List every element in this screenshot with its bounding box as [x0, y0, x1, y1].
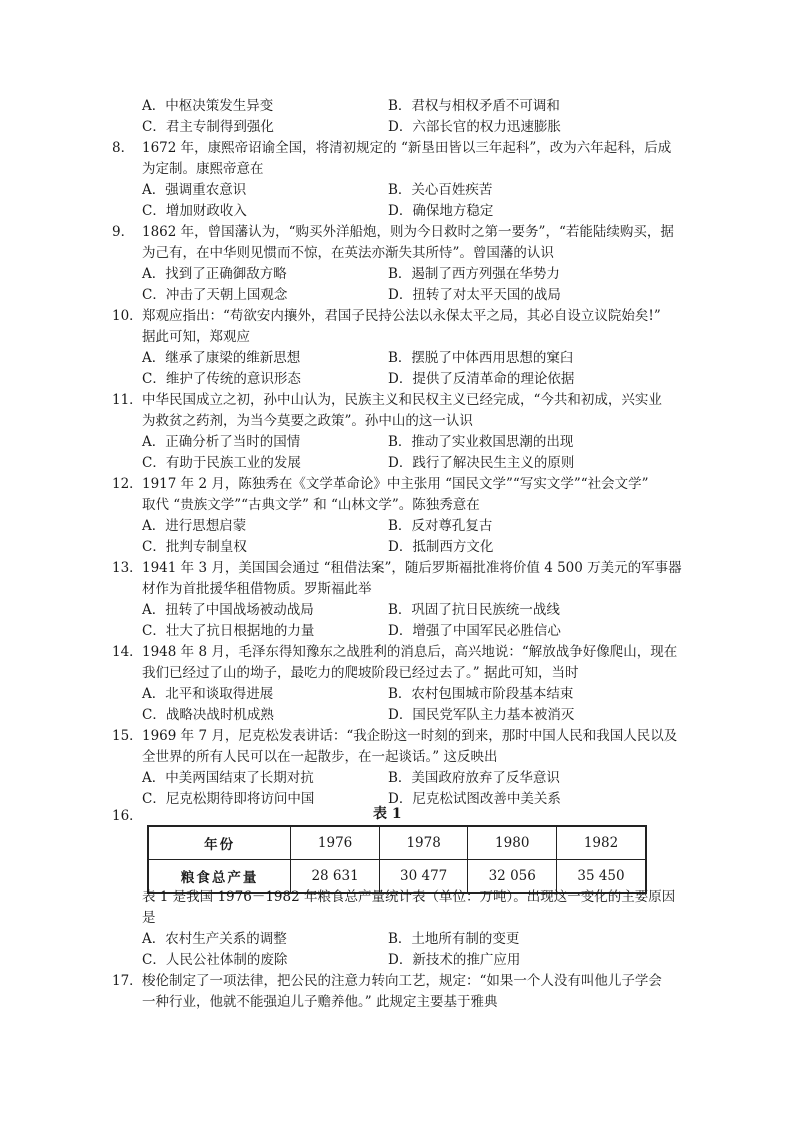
q12-option-d[interactable]: D．抵制西方文化	[388, 539, 494, 555]
q9-stem-line1: 1862 年，曾国藩认为，“购买外洋船炮，则为今日救时之第一要务”，“若能陆续购买，据	[142, 224, 674, 240]
q8-number: 8．	[112, 140, 135, 156]
q9-option-c[interactable]: C．冲击了天朝上国观念	[142, 287, 288, 303]
q11-stem-line2: 为救贫之药剂，为当今莫要之政策”。孙中山的这一认识	[142, 413, 473, 429]
table-header-cell: 1976	[291, 826, 380, 860]
q14-number: 14．	[112, 644, 143, 660]
q11-number: 11．	[112, 392, 143, 408]
q17-number: 17．	[112, 973, 143, 989]
q8-stem-line2: 为定制。康熙帝意在	[142, 161, 264, 177]
q9-option-a[interactable]: A．找到了正确御敌方略	[142, 266, 287, 282]
q17-stem-line1: 梭伦制定了一项法律，把公民的注意力转向工艺，规定：“如果一个人没有叫他儿子学会	[142, 973, 662, 989]
q8-option-c[interactable]: C．增加财政收入	[142, 203, 247, 219]
q16-option-b[interactable]: B．土地所有制的变更	[388, 931, 520, 947]
q14-option-c[interactable]: C．战略决战时机成熟	[142, 707, 274, 723]
q10-option-d[interactable]: D．提供了反清革命的理论依据	[388, 371, 575, 387]
table-header-cell: 1980	[468, 826, 557, 860]
q15-option-a[interactable]: A．中美两国结束了长期对抗	[142, 770, 314, 786]
q14-option-a[interactable]: A．北平和谈取得进展	[142, 686, 274, 702]
q7-option-d[interactable]: D．六部长官的权力迅速膨胀	[388, 119, 561, 135]
q16-option-d[interactable]: D．新技术的推广应用	[388, 952, 521, 968]
q17-stem-line2: 一种行业，他就不能强迫儿子赡养他。” 此规定主要基于雅典	[142, 994, 498, 1010]
q12-option-b[interactable]: B．反对尊孔复古	[388, 518, 493, 534]
q13-stem-line1: 1941 年 3 月，美国国会通过 “租借法案”，随后罗斯福批准将价值 4 500 万美元的军事器	[142, 560, 682, 576]
q15-stem-line2: 全世界的所有人民可以在一起散步，在一起谈话。” 这反映出	[142, 749, 498, 765]
q8-stem-line1: 1672 年，康熙帝诏谕全国，将清初规定的 “新垦田皆以三年起科”，改为六年起科，后成	[142, 140, 672, 156]
q10-stem-line2: 据此可知，郑观应	[142, 329, 250, 345]
q16-number: 16．	[112, 808, 143, 824]
q8-option-d[interactable]: D．确保地方稳定	[388, 203, 494, 219]
q10-option-c[interactable]: C．维护了传统的意识形态	[142, 371, 301, 387]
q11-option-b[interactable]: B．推动了实业救国思潮的出现	[388, 434, 574, 450]
q13-option-b[interactable]: B．巩固了抗日民族统一战线	[388, 602, 560, 618]
table-header-cell: 1978	[379, 826, 468, 860]
q9-option-d[interactable]: D．扭转了对太平天国的战局	[388, 287, 561, 303]
q12-option-c[interactable]: C．批判专制皇权	[142, 539, 247, 555]
table-cell: 35 450	[557, 860, 646, 894]
q7-option-c[interactable]: C．君主专制得到强化	[142, 119, 274, 135]
q15-number: 15．	[112, 728, 143, 744]
q9-option-b[interactable]: B．遏制了西方列强在华势力	[388, 266, 560, 282]
q11-stem-line1: 中华民国成立之初，孙中山认为，民族主义和民权主义已经完成，“今共和初成，兴实业	[142, 392, 662, 408]
q15-option-b[interactable]: B．美国政府放弃了反华意识	[388, 770, 560, 786]
q16-stem-line1: 表 1 是我国 1976－1982 年粮食总产量统计表（单位：万吨）。出现这一变化的主要原因	[142, 889, 676, 905]
q8-option-a[interactable]: A．强调重农意识	[142, 182, 247, 198]
table-header-row	[148, 826, 646, 860]
table-header-cell: 1982	[557, 826, 646, 860]
table-cell: 28 631	[291, 860, 380, 894]
q13-option-c[interactable]: C．壮大了抗日根据地的力量	[142, 623, 315, 639]
q12-stem-line2: 取代 “贵族文学”“古典文学” 和 “山林文学”。陈独秀意在	[142, 497, 480, 513]
q13-option-d[interactable]: D．增强了中国军民必胜信心	[388, 623, 561, 639]
q16-option-a[interactable]: A．农村生产关系的调整	[142, 931, 287, 947]
q16-option-c[interactable]: C．人民公社体制的废除	[142, 952, 288, 968]
q14-option-d[interactable]: D．国民党军队主力基本被消灭	[388, 707, 575, 723]
q10-option-a[interactable]: A．继承了康梁的维新思想	[142, 350, 301, 366]
q15-option-d[interactable]: D．尼克松试图改善中美关系	[388, 791, 561, 807]
q14-option-b[interactable]: B．农村包围城市阶段基本结束	[388, 686, 574, 702]
table-cell: 32 056	[468, 860, 557, 894]
q10-number: 10．	[112, 308, 143, 324]
q12-number: 12．	[112, 476, 143, 492]
q13-stem-line2: 材作为首批援华租借物质。罗斯福此举	[142, 581, 372, 597]
q7-option-b[interactable]: B．君权与相权矛盾不可调和	[388, 98, 560, 114]
table-cell: 30 477	[379, 860, 468, 894]
q13-option-a[interactable]: A．扭转了中国战场被动战局	[142, 602, 314, 618]
q9-stem-line2: 为己有，在中华则见惯而不惊，在英法亦渐失其所恃”。曾国藩的认识	[142, 245, 554, 261]
q11-option-c[interactable]: C．有助于民族工业的发展	[142, 455, 301, 471]
q13-number: 13．	[112, 560, 143, 576]
q10-stem-line1: 郑观应指出：“苟欲安内攘外，君国子民持公法以永保太平之局，其必自设立议院始矣!”	[142, 308, 661, 324]
q14-stem-line2: 我们已经过了山的坳子，最吃力的爬坡阶段已经过去了。” 据此可知，当时	[142, 665, 579, 681]
q8-option-b[interactable]: B．关心百姓疾苦	[388, 182, 493, 198]
q12-stem-line1: 1917 年 2 月，陈独秀在《文学革命论》中主张用 “国民文学”“写实文学”“社会文学”	[142, 476, 649, 492]
table-header-cell: 年份	[148, 826, 291, 860]
q11-option-a[interactable]: A．正确分析了当时的国情	[142, 434, 301, 450]
q11-option-d[interactable]: D．践行了解决民生主义的原则	[388, 455, 575, 471]
q15-option-c[interactable]: C．尼克松期待即将访问中国	[142, 791, 315, 807]
q7-option-a[interactable]: A．中枢决策发生异变	[142, 98, 274, 114]
q12-option-a[interactable]: A．进行思想启蒙	[142, 518, 247, 534]
table-caption: 表 1	[373, 806, 402, 822]
grain-output-table	[147, 825, 647, 894]
q16-stem-line2: 是	[142, 910, 156, 926]
q14-stem-line1: 1948 年 8 月，毛泽东得知豫东之战胜利的消息后，高兴地说：“解放战争好像爬山，现在	[142, 644, 678, 660]
q10-option-b[interactable]: B．摆脱了中体西用思想的窠臼	[388, 350, 574, 366]
q9-number: 9．	[112, 224, 135, 240]
table-cell: 粮食总产量	[148, 860, 291, 894]
q15-stem-line1: 1969 年 7 月，尼克松发表讲话：“我企盼这一时刻的到来，那时中国人民和我国人民以及	[142, 728, 678, 744]
